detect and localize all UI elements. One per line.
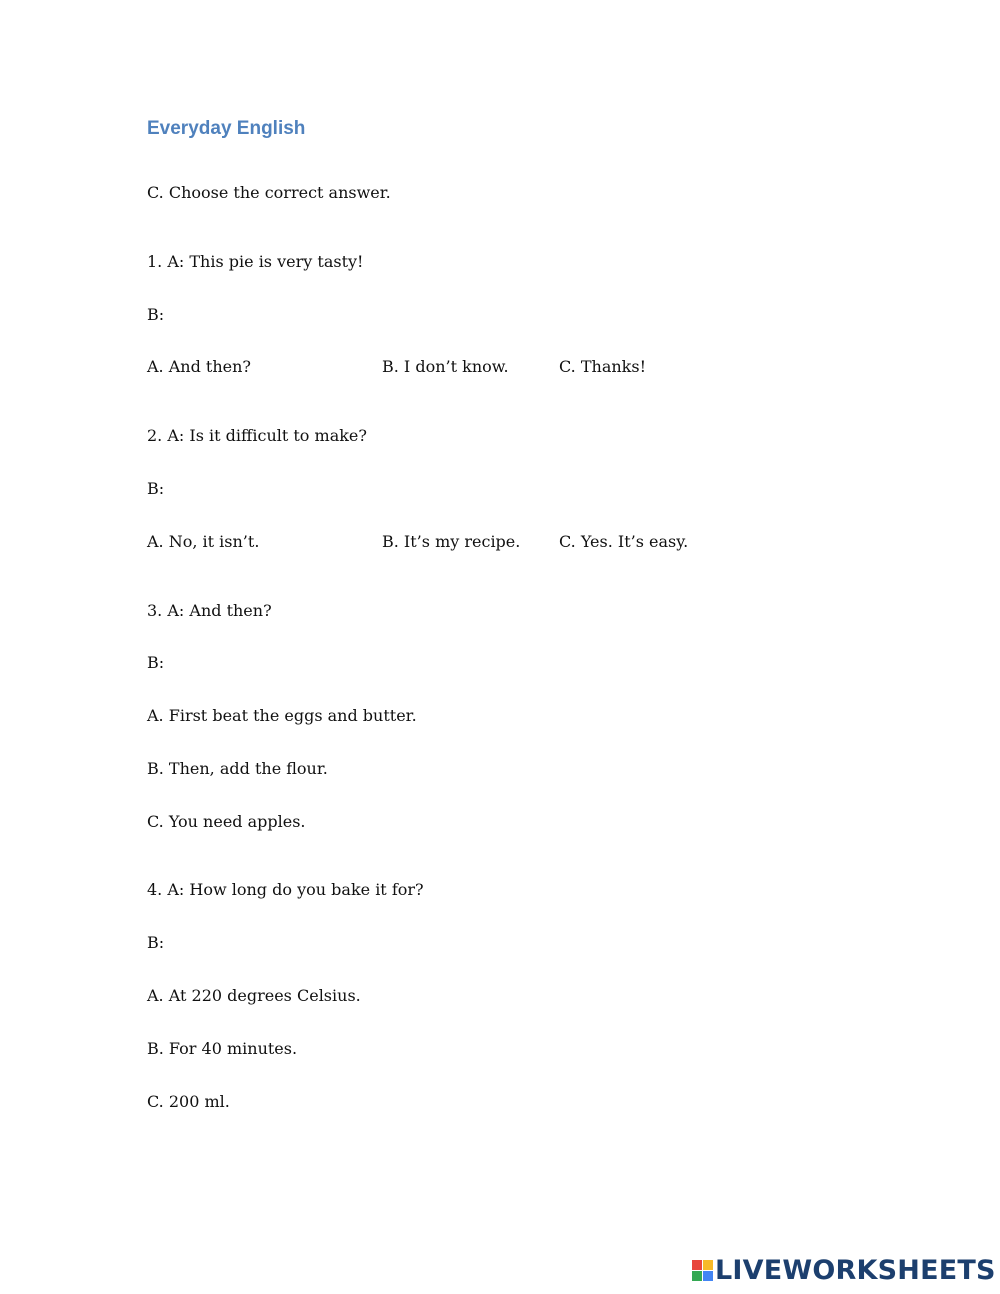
option-c[interactable]: C. Thanks! bbox=[559, 357, 646, 376]
question-prompt: 3. A: And then? bbox=[147, 601, 272, 620]
logo-square-icon bbox=[692, 1260, 702, 1270]
option-c[interactable]: C. You need apples. bbox=[147, 812, 306, 831]
option-a[interactable]: A. First beat the eggs and butter. bbox=[147, 706, 417, 725]
option-c[interactable]: C. 200 ml. bbox=[147, 1092, 230, 1111]
answer-row bbox=[147, 305, 429, 325]
answer-row bbox=[147, 479, 429, 499]
reply-label: B: bbox=[147, 653, 165, 672]
logo-text: LIVEWORKSHEETS bbox=[715, 1254, 996, 1286]
liveworksheets-logo[interactable] bbox=[692, 1253, 996, 1287]
option-c[interactable]: C. Yes. It’s easy. bbox=[559, 532, 689, 551]
logo-square-icon bbox=[703, 1271, 713, 1281]
option-b[interactable]: B. Then, add the flour. bbox=[147, 759, 328, 778]
reply-label: B: bbox=[147, 933, 165, 952]
question-prompt: 1. A: This pie is very tasty! bbox=[147, 252, 364, 271]
instructions: C. Choose the correct answer. bbox=[147, 183, 391, 202]
option-a[interactable]: A. At 220 degrees Celsius. bbox=[147, 986, 361, 1005]
worksheet-title: Everyday English bbox=[147, 118, 306, 139]
question-prompt: 2. A: Is it difficult to make? bbox=[147, 426, 367, 445]
answer-row bbox=[147, 653, 429, 673]
question-prompt: 4. A: How long do you bake it for? bbox=[147, 880, 424, 899]
option-b[interactable]: B. It’s my recipe. bbox=[382, 532, 521, 551]
reply-label: B: bbox=[147, 479, 165, 498]
answer-blank[interactable] bbox=[169, 307, 429, 325]
answer-row bbox=[147, 933, 429, 953]
reply-label: B: bbox=[147, 305, 165, 324]
logo-mark-icon bbox=[692, 1260, 713, 1281]
option-a[interactable]: A. No, it isn’t. bbox=[147, 532, 260, 551]
option-a[interactable]: A. And then? bbox=[147, 357, 251, 376]
option-b[interactable]: B. I don’t know. bbox=[382, 357, 509, 376]
answer-blank[interactable] bbox=[169, 935, 429, 953]
option-b[interactable]: B. For 40 minutes. bbox=[147, 1039, 298, 1058]
answer-blank[interactable] bbox=[169, 655, 429, 673]
logo-square-icon bbox=[703, 1260, 713, 1270]
answer-blank[interactable] bbox=[169, 481, 429, 499]
logo-square-icon bbox=[692, 1271, 702, 1281]
